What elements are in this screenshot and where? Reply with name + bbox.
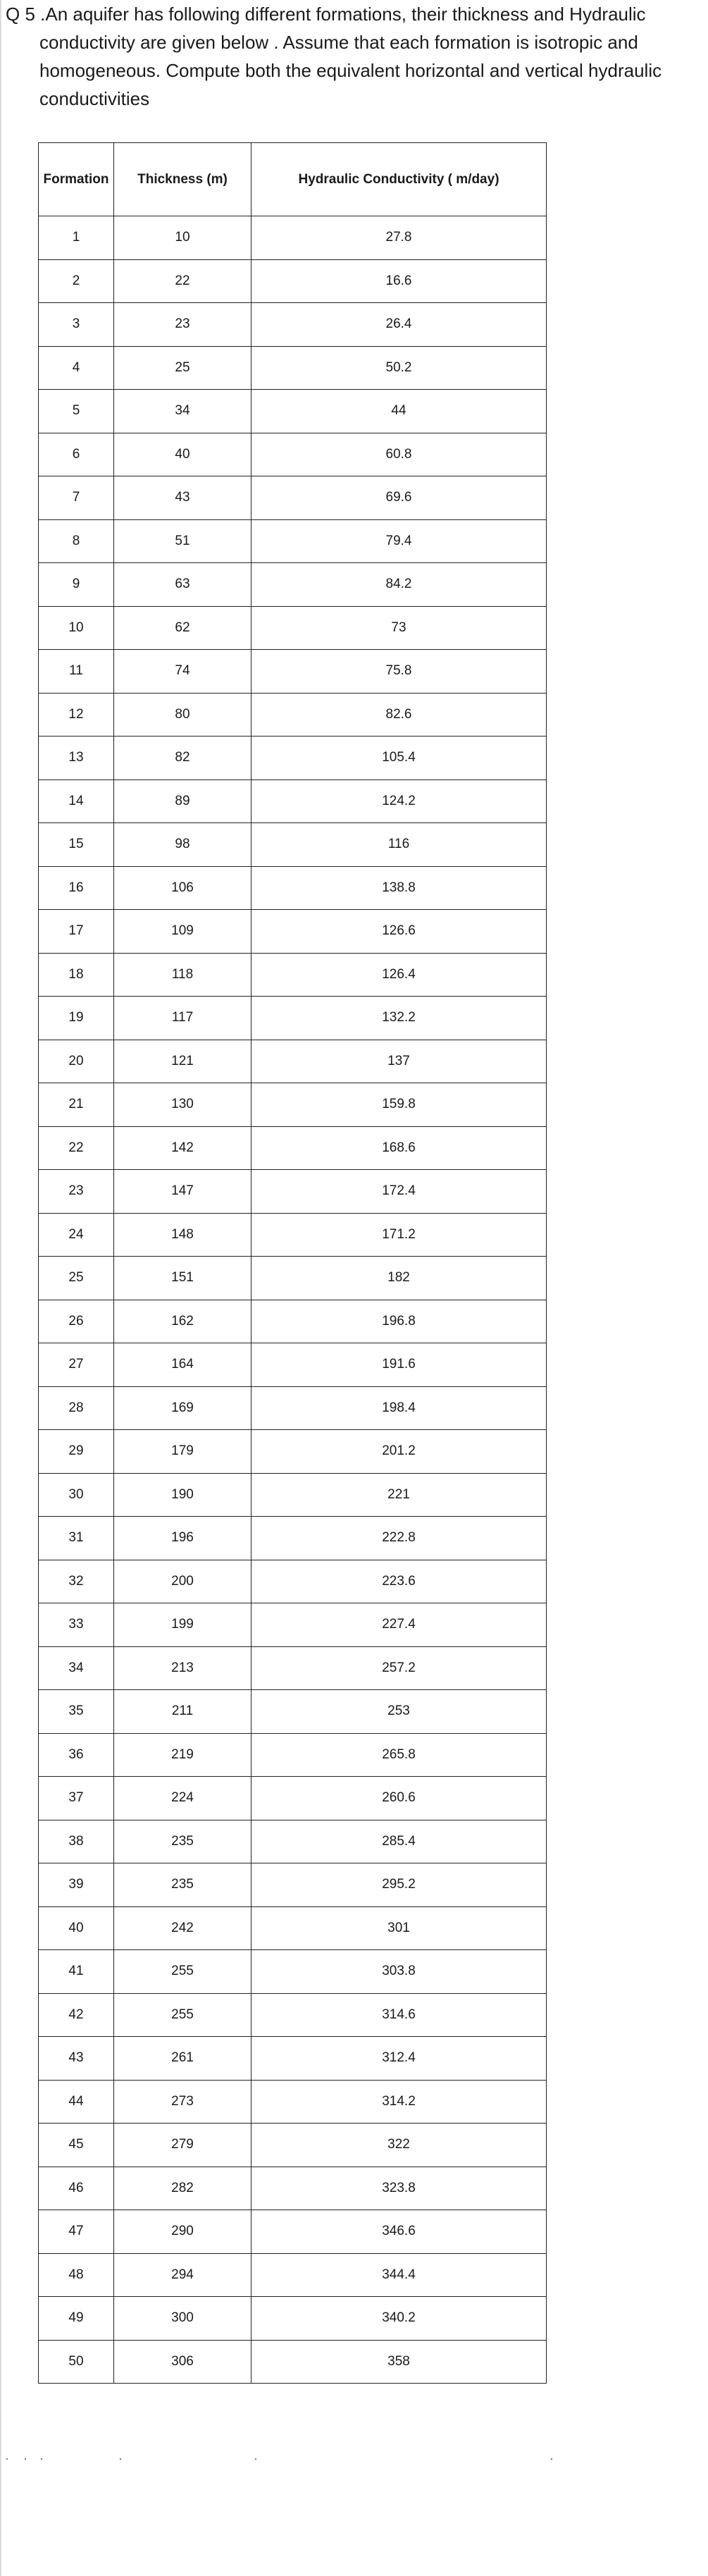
table-row bbox=[39, 1733, 547, 1777]
cell-conductivity: 126.6 bbox=[251, 910, 547, 954]
cell-conductivity: 126.4 bbox=[251, 953, 547, 997]
cell-conductivity: 182 bbox=[251, 1257, 547, 1300]
table-row bbox=[39, 1690, 547, 1734]
cell-thickness: 279 bbox=[114, 2124, 251, 2167]
page-edge bbox=[0, 0, 1, 2576]
cell-conductivity: 138.8 bbox=[251, 866, 547, 910]
cell-thickness: 106 bbox=[114, 866, 251, 910]
table-row bbox=[39, 1343, 547, 1387]
cell-conductivity: 303.8 bbox=[251, 1950, 547, 1994]
cell-thickness: 282 bbox=[114, 2167, 251, 2210]
cell-thickness: 179 bbox=[114, 1430, 251, 1474]
table-row bbox=[39, 1083, 547, 1127]
cell-conductivity: 265.8 bbox=[251, 1733, 547, 1777]
table-row bbox=[39, 2080, 547, 2124]
cell-conductivity: 223.6 bbox=[251, 1560, 547, 1603]
cell-formation: 10 bbox=[39, 606, 114, 650]
cell-formation: 24 bbox=[39, 1213, 114, 1257]
header-hydraulic-conductivity: Hydraulic Conductivity ( m/day) bbox=[251, 143, 547, 216]
cell-formation: 23 bbox=[39, 1170, 114, 1214]
header-formation: Formation bbox=[39, 143, 114, 216]
cell-formation: 17 bbox=[39, 910, 114, 954]
cell-thickness: 98 bbox=[114, 823, 251, 867]
cell-conductivity: 344.4 bbox=[251, 2253, 547, 2297]
cell-thickness: 290 bbox=[114, 2210, 251, 2254]
table-row bbox=[39, 476, 547, 520]
cell-formation: 35 bbox=[39, 1690, 114, 1734]
table-row bbox=[39, 779, 547, 823]
cell-thickness: 63 bbox=[114, 563, 251, 607]
cell-formation: 3 bbox=[39, 303, 114, 347]
cell-formation: 12 bbox=[39, 693, 114, 737]
table-row bbox=[39, 823, 547, 867]
cell-formation: 48 bbox=[39, 2253, 114, 2297]
cell-thickness: 80 bbox=[114, 693, 251, 737]
cell-conductivity: 105.4 bbox=[251, 737, 547, 780]
table-row bbox=[39, 2167, 547, 2210]
cell-conductivity: 171.2 bbox=[251, 1213, 547, 1257]
cell-formation: 16 bbox=[39, 866, 114, 910]
cell-formation: 14 bbox=[39, 779, 114, 823]
cell-thickness: 255 bbox=[114, 1993, 251, 2037]
cell-formation: 34 bbox=[39, 1646, 114, 1690]
cell-conductivity: 73 bbox=[251, 606, 547, 650]
cell-thickness: 213 bbox=[114, 1646, 251, 1690]
table-row bbox=[39, 1777, 547, 1820]
cell-formation: 28 bbox=[39, 1386, 114, 1430]
cell-conductivity: 227.4 bbox=[251, 1603, 547, 1647]
cell-conductivity: 172.4 bbox=[251, 1170, 547, 1214]
table-row bbox=[39, 1560, 547, 1603]
table-row bbox=[39, 910, 547, 954]
cell-conductivity: 322 bbox=[251, 2124, 547, 2167]
table-row bbox=[39, 1863, 547, 1907]
cell-formation: 36 bbox=[39, 1733, 114, 1777]
cell-formation: 8 bbox=[39, 519, 114, 563]
cell-conductivity: 82.6 bbox=[251, 693, 547, 737]
table-row bbox=[39, 2124, 547, 2167]
cell-thickness: 109 bbox=[114, 910, 251, 954]
cell-thickness: 23 bbox=[114, 303, 251, 347]
cell-thickness: 211 bbox=[114, 1690, 251, 1734]
cell-conductivity: 69.6 bbox=[251, 476, 547, 520]
table-row bbox=[39, 1906, 547, 1950]
table-row bbox=[39, 2297, 547, 2341]
cell-formation: 45 bbox=[39, 2124, 114, 2167]
cell-formation: 9 bbox=[39, 563, 114, 607]
cell-formation: 22 bbox=[39, 1126, 114, 1170]
cell-conductivity: 132.2 bbox=[251, 997, 547, 1040]
table-row bbox=[39, 1603, 547, 1647]
cell-formation: 26 bbox=[39, 1300, 114, 1343]
cell-thickness: 40 bbox=[114, 433, 251, 476]
cell-conductivity: 346.6 bbox=[251, 2210, 547, 2254]
table-row bbox=[39, 1517, 547, 1560]
table-row bbox=[39, 650, 547, 694]
table-row bbox=[39, 866, 547, 910]
cell-conductivity: 314.2 bbox=[251, 2080, 547, 2124]
table-row bbox=[39, 1300, 547, 1343]
cell-conductivity: 301 bbox=[251, 1906, 547, 1950]
table-row bbox=[39, 1646, 547, 1690]
cell-conductivity: 168.6 bbox=[251, 1126, 547, 1170]
cell-conductivity: 44 bbox=[251, 390, 547, 433]
cell-thickness: 89 bbox=[114, 779, 251, 823]
cell-conductivity: 50.2 bbox=[251, 346, 547, 390]
cell-conductivity: 201.2 bbox=[251, 1430, 547, 1474]
table-row bbox=[39, 693, 547, 737]
question-line: conductivities bbox=[39, 88, 150, 109]
cell-thickness: 273 bbox=[114, 2080, 251, 2124]
cell-thickness: 164 bbox=[114, 1343, 251, 1387]
table-row bbox=[39, 606, 547, 650]
cell-formation: 21 bbox=[39, 1083, 114, 1127]
question-line: conductivity are given below . Assume that each formation is isotropic and bbox=[39, 32, 638, 53]
cell-formation: 4 bbox=[39, 346, 114, 390]
cell-formation: 1 bbox=[39, 216, 114, 260]
cell-conductivity: 312.4 bbox=[251, 2037, 547, 2081]
cell-conductivity: 84.2 bbox=[251, 563, 547, 607]
cell-conductivity: 314.6 bbox=[251, 1993, 547, 2037]
table-row bbox=[39, 1430, 547, 1474]
table-row bbox=[39, 346, 547, 390]
cell-thickness: 196 bbox=[114, 1517, 251, 1560]
cell-thickness: 130 bbox=[114, 1083, 251, 1127]
cell-thickness: 219 bbox=[114, 1733, 251, 1777]
table-row bbox=[39, 519, 547, 563]
table-row bbox=[39, 303, 547, 347]
cell-conductivity: 222.8 bbox=[251, 1517, 547, 1560]
question-line: homogeneous. Compute both the equivalent horizontal and vertical hydraulic bbox=[39, 60, 662, 81]
cell-thickness: 43 bbox=[114, 476, 251, 520]
cell-formation: 46 bbox=[39, 2167, 114, 2210]
cell-thickness: 117 bbox=[114, 997, 251, 1040]
cell-formation: 49 bbox=[39, 2297, 114, 2341]
cell-formation: 25 bbox=[39, 1257, 114, 1300]
cell-conductivity: 60.8 bbox=[251, 433, 547, 476]
cell-conductivity: 16.6 bbox=[251, 259, 547, 303]
cell-conductivity: 253 bbox=[251, 1690, 547, 1734]
cell-thickness: 199 bbox=[114, 1603, 251, 1647]
cell-formation: 41 bbox=[39, 1950, 114, 1994]
cell-thickness: 200 bbox=[114, 1560, 251, 1603]
cell-formation: 15 bbox=[39, 823, 114, 867]
table-row bbox=[39, 216, 547, 260]
cell-thickness: 62 bbox=[114, 606, 251, 650]
cell-formation: 5 bbox=[39, 390, 114, 433]
cell-formation: 42 bbox=[39, 1993, 114, 2037]
table-row bbox=[39, 1386, 547, 1430]
cell-thickness: 235 bbox=[114, 1863, 251, 1907]
cell-conductivity: 75.8 bbox=[251, 650, 547, 694]
cell-formation: 39 bbox=[39, 1863, 114, 1907]
cell-thickness: 300 bbox=[114, 2297, 251, 2341]
table-row bbox=[39, 2037, 547, 2081]
cell-formation: 6 bbox=[39, 433, 114, 476]
cell-thickness: 121 bbox=[114, 1040, 251, 1083]
cell-formation: 40 bbox=[39, 1906, 114, 1950]
cell-conductivity: 26.4 bbox=[251, 303, 547, 347]
cell-thickness: 51 bbox=[114, 519, 251, 563]
cell-formation: 13 bbox=[39, 737, 114, 780]
cell-thickness: 255 bbox=[114, 1950, 251, 1994]
table-header-row bbox=[39, 143, 547, 216]
cell-thickness: 162 bbox=[114, 1300, 251, 1343]
cell-formation: 37 bbox=[39, 1777, 114, 1820]
table-row bbox=[39, 1257, 547, 1300]
table-row bbox=[39, 2210, 547, 2254]
cell-thickness: 118 bbox=[114, 953, 251, 997]
cell-formation: 33 bbox=[39, 1603, 114, 1647]
table-row bbox=[39, 1126, 547, 1170]
faint-dots bbox=[0, 2458, 708, 2461]
cell-conductivity: 260.6 bbox=[251, 1777, 547, 1820]
cell-conductivity: 116 bbox=[251, 823, 547, 867]
cell-thickness: 74 bbox=[114, 650, 251, 694]
question-line: Q 5 .An aquifer has following different formations, their thickness and Hydraulic bbox=[6, 4, 646, 25]
cell-formation: 32 bbox=[39, 1560, 114, 1603]
cell-thickness: 306 bbox=[114, 2340, 251, 2384]
cell-formation: 30 bbox=[39, 1473, 114, 1517]
cell-formation: 50 bbox=[39, 2340, 114, 2384]
cell-thickness: 261 bbox=[114, 2037, 251, 2081]
cell-formation: 11 bbox=[39, 650, 114, 694]
cell-thickness: 242 bbox=[114, 1906, 251, 1950]
cell-formation: 47 bbox=[39, 2210, 114, 2254]
cell-conductivity: 198.4 bbox=[251, 1386, 547, 1430]
cell-thickness: 10 bbox=[114, 216, 251, 260]
cell-formation: 27 bbox=[39, 1343, 114, 1387]
cell-thickness: 25 bbox=[114, 346, 251, 390]
cell-formation: 38 bbox=[39, 1820, 114, 1863]
cell-thickness: 147 bbox=[114, 1170, 251, 1214]
table-row bbox=[39, 1993, 547, 2037]
cell-conductivity: 137 bbox=[251, 1040, 547, 1083]
cell-formation: 2 bbox=[39, 259, 114, 303]
cell-conductivity: 191.6 bbox=[251, 1343, 547, 1387]
table-row bbox=[39, 2253, 547, 2297]
table-row bbox=[39, 737, 547, 780]
table-row bbox=[39, 1040, 547, 1083]
cell-thickness: 142 bbox=[114, 1126, 251, 1170]
cell-conductivity: 257.2 bbox=[251, 1646, 547, 1690]
cell-thickness: 148 bbox=[114, 1213, 251, 1257]
cell-conductivity: 295.2 bbox=[251, 1863, 547, 1907]
cell-conductivity: 159.8 bbox=[251, 1083, 547, 1127]
table-row bbox=[39, 390, 547, 433]
cell-conductivity: 340.2 bbox=[251, 2297, 547, 2341]
cell-thickness: 151 bbox=[114, 1257, 251, 1300]
table-row bbox=[39, 259, 547, 303]
cell-thickness: 22 bbox=[114, 259, 251, 303]
cell-thickness: 235 bbox=[114, 1820, 251, 1863]
cell-formation: 44 bbox=[39, 2080, 114, 2124]
header-thickness: Thickness (m) bbox=[114, 143, 251, 216]
cell-conductivity: 358 bbox=[251, 2340, 547, 2384]
cell-conductivity: 196.8 bbox=[251, 1300, 547, 1343]
table-row bbox=[39, 953, 547, 997]
cell-thickness: 190 bbox=[114, 1473, 251, 1517]
formation-table bbox=[38, 142, 547, 2384]
table-row bbox=[39, 563, 547, 607]
cell-formation: 31 bbox=[39, 1517, 114, 1560]
cell-conductivity: 285.4 bbox=[251, 1820, 547, 1863]
cell-conductivity: 79.4 bbox=[251, 519, 547, 563]
table-row bbox=[39, 1213, 547, 1257]
table-row bbox=[39, 1473, 547, 1517]
table-row bbox=[39, 433, 547, 476]
cell-formation: 43 bbox=[39, 2037, 114, 2081]
cell-thickness: 224 bbox=[114, 1777, 251, 1820]
cell-formation: 7 bbox=[39, 476, 114, 520]
cell-conductivity: 221 bbox=[251, 1473, 547, 1517]
cell-thickness: 169 bbox=[114, 1386, 251, 1430]
cell-conductivity: 27.8 bbox=[251, 216, 547, 260]
table-row bbox=[39, 1820, 547, 1863]
cell-thickness: 294 bbox=[114, 2253, 251, 2297]
table-row bbox=[39, 2340, 547, 2384]
cell-conductivity: 124.2 bbox=[251, 779, 547, 823]
cell-conductivity: 323.8 bbox=[251, 2167, 547, 2210]
table-row bbox=[39, 1950, 547, 1994]
cell-formation: 18 bbox=[39, 953, 114, 997]
table-row bbox=[39, 1170, 547, 1214]
cell-formation: 19 bbox=[39, 997, 114, 1040]
table-body bbox=[39, 216, 547, 2384]
cell-thickness: 82 bbox=[114, 737, 251, 780]
cell-thickness: 34 bbox=[114, 390, 251, 433]
cell-formation: 20 bbox=[39, 1040, 114, 1083]
table-row bbox=[39, 997, 547, 1040]
question-text bbox=[6, 0, 700, 113]
cell-formation: 29 bbox=[39, 1430, 114, 1474]
